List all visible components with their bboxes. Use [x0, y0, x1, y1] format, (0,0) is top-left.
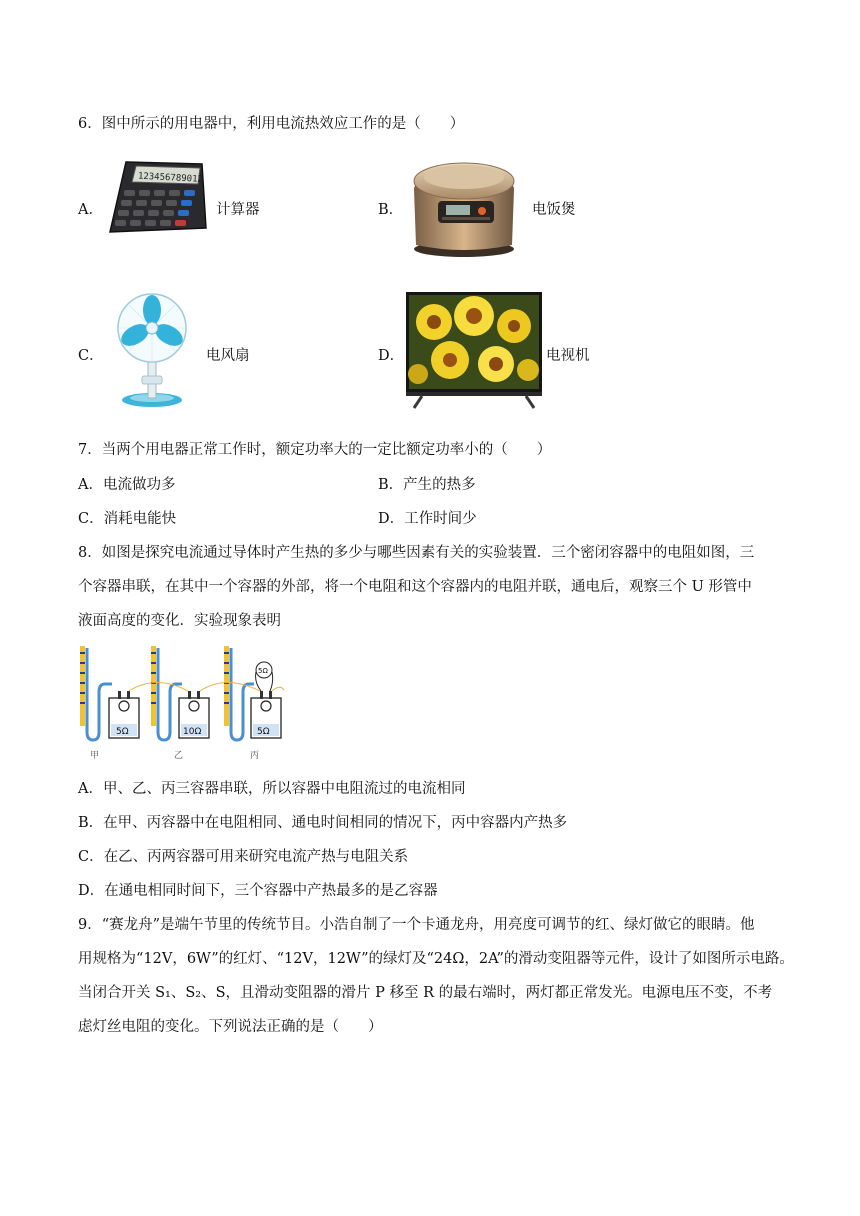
rice-cooker-icon: [408, 155, 520, 259]
label-jia: 甲: [90, 751, 100, 761]
q7-option-b: B．产生的热多: [378, 477, 476, 493]
q6-option-d-letter: D．: [378, 348, 405, 364]
q9-stem-line-4: 虑灯丝电阻的变化。下列说法正确的是（ ）: [78, 1019, 383, 1035]
q8-option-a: A．甲、乙、丙三容器串联，所以容器中电阻流过的电流相同: [78, 781, 466, 797]
q6-option-a-label: 计算器: [216, 202, 260, 218]
q8-stem-line-2: 个容器串联，在其中一个容器的外部，将一个电阻和这个容器内的电阻并联，通电后，观察三个 U 形管中: [78, 579, 752, 595]
apparatus-jia: [80, 646, 139, 761]
calculator-icon: [106, 158, 210, 236]
q9-stem-line-2: 用规格为“12V，6W”的红灯、“12V，12W”的绿灯及“24Ω，2A”的滑动变阻器等元件，设计了如图所示电路。: [78, 951, 794, 967]
q6-option-a-letter: A．: [78, 202, 103, 218]
q6-option-c-label: 电风扇: [206, 348, 250, 364]
q6-stem: 6．图中所示的用电器中，利用电流热效应工作的是（ ）: [78, 116, 465, 132]
q8-experiment-figure: [76, 640, 286, 766]
q6-option-b-label: 电饭煲: [532, 202, 576, 218]
q7-option-c: C．消耗电能快: [78, 511, 177, 527]
label-yi: 乙: [174, 751, 184, 761]
resistor-label-bing: 5Ω: [257, 727, 270, 737]
q6-option-d-label: 电视机: [546, 348, 590, 364]
label-bing: 丙: [250, 751, 260, 761]
apparatus-yi: [151, 646, 209, 761]
q8-option-c: C．在乙、丙两容器可用来研究电流产热与电阻关系: [78, 849, 409, 865]
apparatus-bing: [224, 646, 281, 761]
q8-option-d: D．在通电相同时间下，三个容器中产热最多的是乙容器: [78, 883, 438, 899]
electric-fan-icon: [112, 290, 192, 410]
external-resistor-label: 5Ω: [258, 667, 268, 675]
q8-option-b: B．在甲、丙容器中在电阻相同、通电时间相同的情况下，丙中容器内产热多: [78, 815, 568, 831]
q7-option-d: D．工作时间少: [378, 511, 477, 527]
q8-stem-line-1: 8．如图是探究电流通过导体时产生热的多少与哪些因素有关的实验装置．三个密闭容器中的电阻如图，三: [78, 545, 755, 561]
q6-option-c-letter: C．: [78, 348, 104, 364]
calculator-display: 123456789012: [137, 171, 204, 185]
q6-option-b-letter: B．: [378, 202, 404, 218]
q9-stem-line-3: 当闭合开关 S₁、S₂、S，且滑动变阻器的滑片 P 移至 R 的最右端时，两灯都正常发光。电源电压不变，不考: [78, 985, 773, 1001]
resistor-label-jia: 5Ω: [116, 727, 129, 737]
q9-stem-line-1: 9．“赛龙舟”是端午节里的传统节目。小浩自制了一个卡通龙舟，用亮度可调节的红、绿灯做它的眼睛。他: [78, 917, 755, 933]
resistor-label-yi: 10Ω: [183, 727, 202, 737]
q7-option-a: A．电流做功多: [78, 477, 176, 493]
q8-stem-line-3: 液面高度的变化．实验现象表明: [78, 613, 281, 629]
q7-stem: 7．当两个用电器正常工作时，额定功率大的一定比额定功率小的（ ）: [78, 442, 552, 458]
television-icon: [404, 290, 544, 412]
